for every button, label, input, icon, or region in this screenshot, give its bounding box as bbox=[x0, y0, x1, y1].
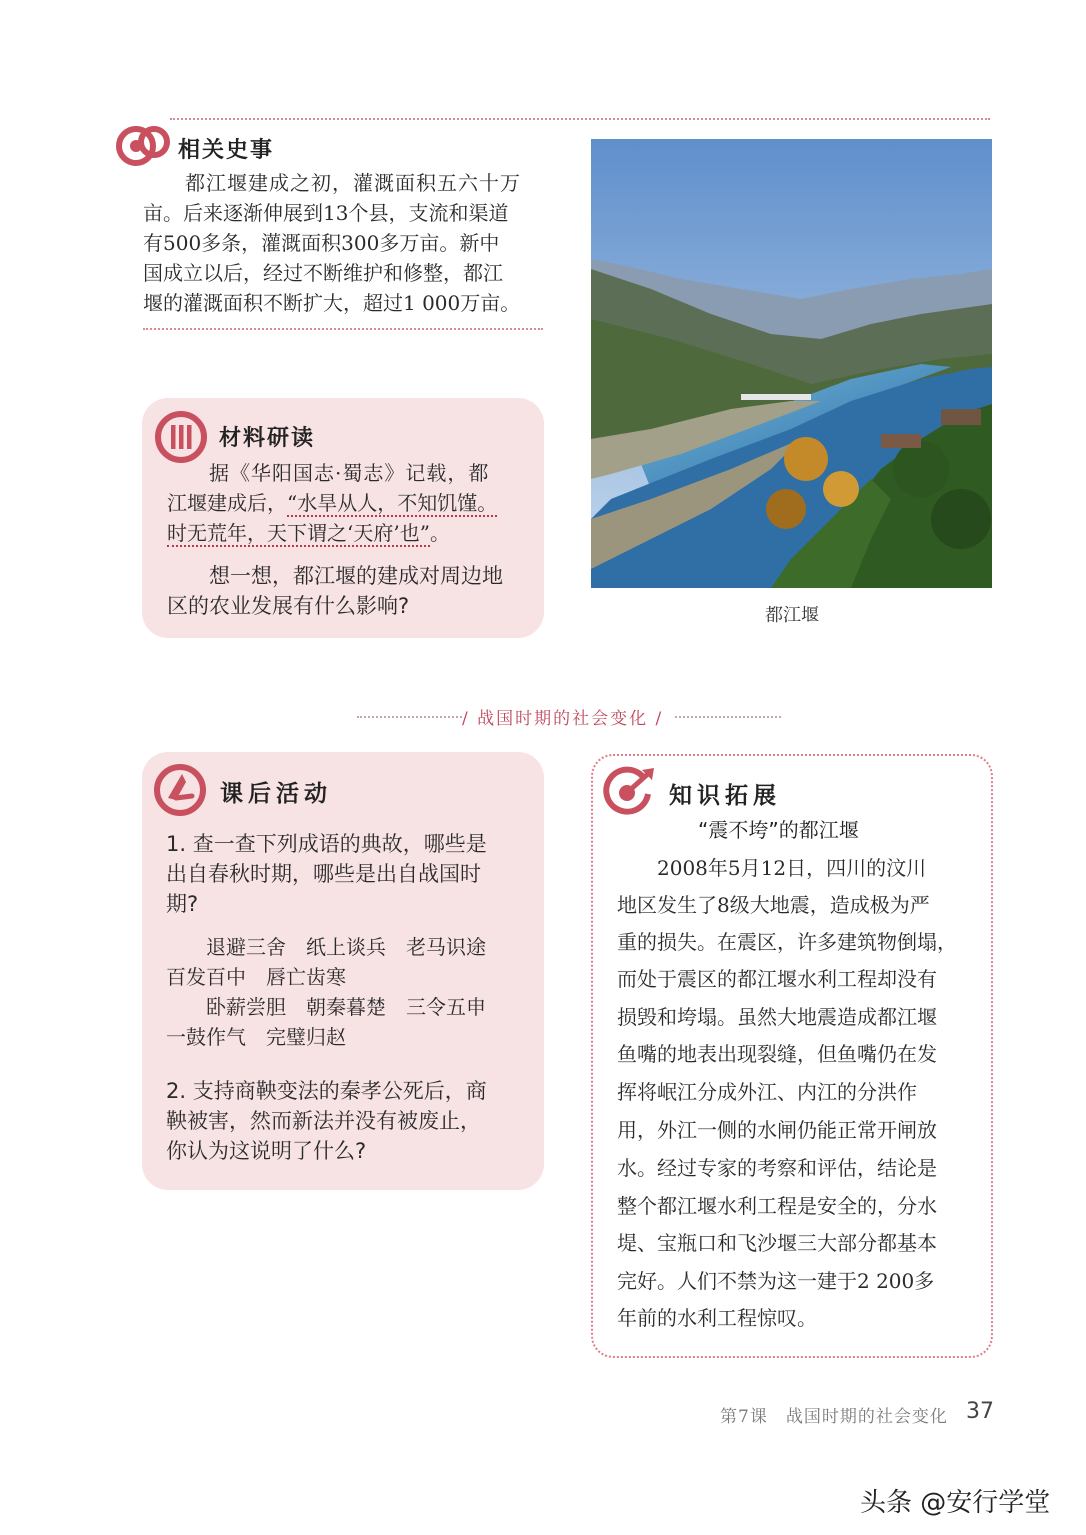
idiom-line-3: 卧薪尝胆 朝秦暮楚 三令五申 bbox=[166, 995, 486, 1019]
knowledge-line: 鱼嘴的地表出现裂缝，但鱼嘴仍在发 bbox=[617, 1042, 937, 1066]
dujiangyan-landscape-image bbox=[591, 139, 992, 588]
related-line-3: 有500多条，灌溉面积300多万亩。新中 bbox=[143, 231, 500, 255]
knowledge-line: 堤、宝瓶口和飞沙堰三大部分都基本 bbox=[617, 1231, 937, 1255]
related-line-4: 国成立以后，经过不断维护和修整，都江 bbox=[143, 261, 503, 285]
knowledge-subtitle: “震不垮”的都江堰 bbox=[698, 818, 859, 842]
chapter-divider-right bbox=[675, 716, 781, 718]
material-question-2: 区的农业发展有什么影响? bbox=[167, 594, 410, 618]
related-history-icon bbox=[116, 120, 172, 172]
knowledge-line: 年前的水利工程惊叹。 bbox=[617, 1306, 817, 1330]
knowledge-line: 而处于震区的都江堰水利工程却没有 bbox=[617, 967, 937, 991]
chapter-divider-left bbox=[357, 716, 462, 718]
related-history-title: 相关史事 bbox=[178, 138, 275, 163]
knowledge-line: 2008年5月12日，四川的汶川 bbox=[617, 856, 927, 880]
activity-q1-line-2: 出自春秋时期，哪些是出自战国时 bbox=[166, 862, 481, 886]
after-class-title: 课后活动 bbox=[220, 781, 332, 807]
material-quote-2: 时无荒年，天下谓之‘天府’也” bbox=[167, 521, 430, 545]
idiom-line-4: 一鼓作气 完璧归赵 bbox=[166, 1025, 346, 1049]
activity-q2-line-2: 鞅被害，然而新法并没有被废止， bbox=[166, 1109, 481, 1133]
material-reading-title: 材料研读 bbox=[219, 426, 316, 451]
activity-q1-line-3: 期? bbox=[166, 892, 199, 916]
activity-q1-line-1: 1. 查一查下列成语的典故，哪些是 bbox=[166, 832, 487, 856]
idiom-line-2: 百发百中 唇亡齿寒 bbox=[166, 965, 346, 989]
top-dotted-divider bbox=[170, 118, 990, 120]
material-line-3 bbox=[167, 518, 537, 549]
activity-q2-line-3: 你认为这说明了什么? bbox=[166, 1139, 367, 1163]
material-question-1: 想一想，都江堰的建成对周边地 bbox=[167, 564, 503, 588]
related-line-2: 亩。后来逐渐伸展到13个县，支流和渠道 bbox=[143, 201, 509, 225]
knowledge-title: 知识拓展 bbox=[669, 783, 781, 809]
knowledge-line: 整个都江堰水利工程是安全的，分水 bbox=[617, 1194, 937, 1218]
after-class-icon bbox=[152, 762, 208, 818]
knowledge-line: 水。经过专家的考察和评估，结论是 bbox=[617, 1156, 937, 1180]
knowledge-line: 用，外江一侧的水闸仍能正常开闸放 bbox=[617, 1118, 937, 1142]
idiom-line-1: 退避三舍 纸上谈兵 老马识途 bbox=[166, 935, 486, 959]
watermark: 头条 @安行学堂 bbox=[860, 1488, 1051, 1518]
material-quote-1: “水旱从人，不知饥馑。 bbox=[287, 491, 498, 515]
knowledge-icon bbox=[600, 764, 658, 820]
related-bottom-divider bbox=[143, 328, 543, 330]
material-line-2-a: 江堰建成后， bbox=[167, 491, 287, 515]
activity-q2-line-1: 2. 支持商鞅变法的秦孝公死后，商 bbox=[166, 1079, 487, 1103]
chapter-divider-label: 战国时期的社会变化 bbox=[477, 709, 649, 729]
material-line-3-b: 。 bbox=[429, 521, 450, 545]
knowledge-line: 挥将岷江分成外江、内江的分洪作 bbox=[617, 1080, 917, 1104]
knowledge-line: 损毁和垮塌。虽然大地震造成都江堰 bbox=[617, 1005, 937, 1029]
material-reading-icon bbox=[154, 410, 208, 464]
material-line-2 bbox=[167, 488, 537, 519]
chapter-divider-text: / 战国时期的社会变化 / bbox=[462, 709, 664, 729]
material-line-1: 据《华阳国志·蜀志》记载，都 bbox=[167, 461, 490, 485]
knowledge-line: 完好。人们不禁为这一建于2 200多 bbox=[617, 1269, 935, 1293]
knowledge-line: 重的损失。在震区，许多建筑物倒塌， bbox=[617, 930, 957, 954]
photo-caption: 都江堰 bbox=[765, 605, 819, 626]
footer-lesson: 第7课 战国时期的社会变化 bbox=[720, 1407, 948, 1427]
related-line-1: 都江堰建成之初，灌溉面积五六十万 bbox=[143, 171, 521, 195]
page-number: 37 bbox=[966, 1399, 994, 1424]
dujiangyan-photo bbox=[591, 139, 992, 588]
related-line-5: 堰的灌溉面积不断扩大，超过1 000万亩。 bbox=[143, 291, 521, 315]
knowledge-line: 地区发生了8级大地震，造成极为严 bbox=[617, 893, 930, 917]
